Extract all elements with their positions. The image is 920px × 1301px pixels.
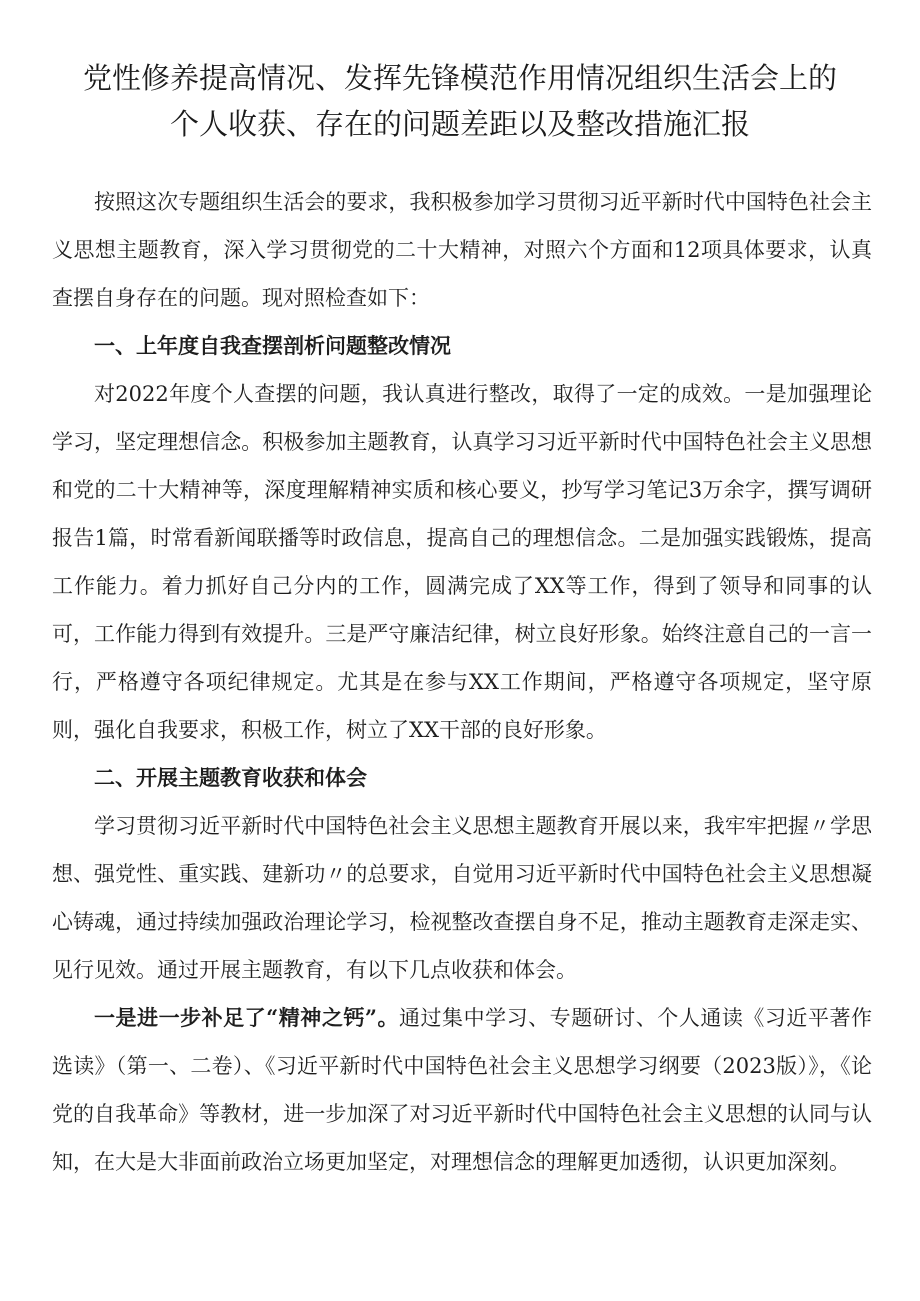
section1-paragraph: 对2022年度个人查摆的问题，我认真进行整改，取得了一定的成效。一是加强理论学习，坚定理想信念。积极参加主题教育，认真学习习近平新时代中国特色社会主义思想和党的二十大精神等，深度理解精神实质和核心要义，抄写学习笔记3万余字，撰写调研报告1篇，时常看新闻联播等时政信息，提高自己的理想信念。二是加强实践锻炼，提高工作能力。着力抓好自己分内的工作，圆满完成了XX等工作，得到了领导和同事的认可，工作能力得到有效提升。三是严守廉洁纪律，树立良好形象。始终注意自己的一言一行，严格遵守各项纪律规定。尤其是在参与XX工作期间，严格遵守各项规定，坚守原则，强化自我要求，积极工作，树立了XX干部的良好形象。 xyxy=(52,382,872,742)
document-title-line1: 党性修养提高情况、发挥先锋模范作用情况组织生活会上的 xyxy=(82,61,837,95)
document-title-line2: 个人收获、存在的问题差距以及整改措施汇报 xyxy=(169,107,750,141)
section2-point1-paragraph xyxy=(52,994,872,1186)
section-heading-1: 一、上年度自我查摆剖析问题整改情况 xyxy=(94,334,451,358)
section-heading-2: 二、开展主题教育收获和体会 xyxy=(94,766,367,790)
point1-text: 通过集中学习、专题研讨、个人通读《习近平著作选读》（第一、二卷）、《习近平新时代中国特色社会主义思想学习纲要（2023版）》，《论党的自我革命》等教材，进一步加深了对习近平新时代中国特色社会主义思想的认同与认知，在大是大非面前政治立场更加坚定，对理想信念的理解更加透彻，认识更加深刻。 xyxy=(52,1006,872,1174)
intro-paragraph: 按照这次专题组织生活会的要求，我积极参加学习贯彻习近平新时代中国特色社会主义思想主题教育，深入学习贯彻党的二十大精神，对照六个方面和12项具体要求，认真查摆自身存在的问题。现对照检查如下： xyxy=(52,190,872,310)
point1-lead: 一是进一步补足了“精神之钙”。 xyxy=(94,1005,400,1030)
section2-paragraph: 学习贯彻习近平新时代中国特色社会主义思想主题教育开展以来，我牢牢把握〃学思想、强党性、重实践、建新功〃的总要求，自觉用习近平新时代中国特色社会主义思想凝心铸魂，通过持续加强政治理论学习，检视整改查摆自身不足，推动主题教育走深走实、见行见效。通过开展主题教育，有以下几点收获和体会。 xyxy=(52,814,872,982)
document-body xyxy=(52,178,872,1186)
